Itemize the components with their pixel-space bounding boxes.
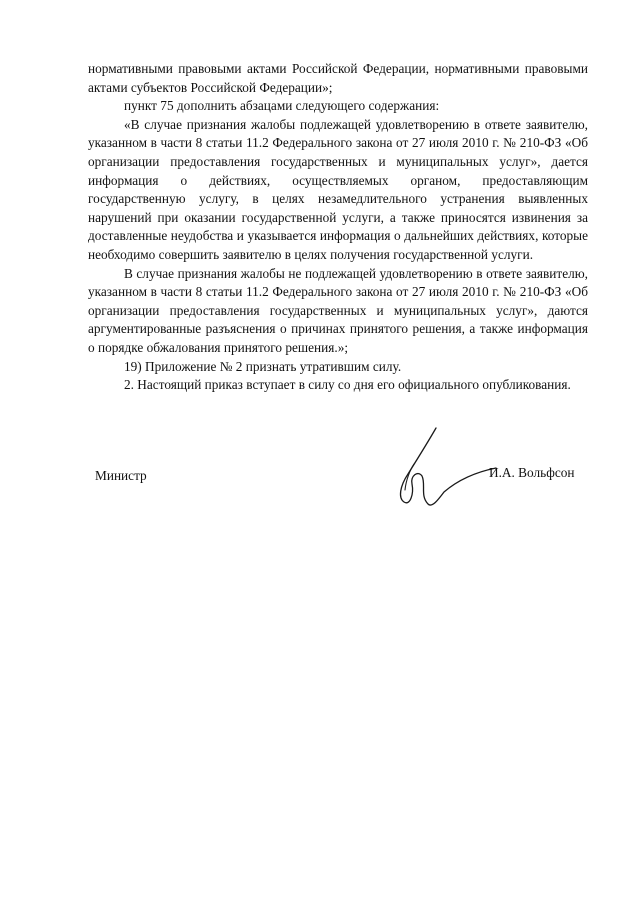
paragraph-complaint-rejected: В случае признания жалобы не подлежащей удовлетворению в ответе заявителю, указанном в части 8 статьи 11.2 Федерального закона от 27 июля 2010 г. № 210-ФЗ «Об организации предоставления государственных и муниципальных услуг», даются аргументированные разъяснения о причинах принятого решения, а также информация о порядке обжалования принятого решения.»; <box>88 265 588 355</box>
paragraph-amendment-intro: пункт 75 дополнить абзацами следующего содержания: <box>124 98 440 114</box>
paragraph-entry-into-force: 2. Настоящий приказ вступает в силу со дня его официального опубликования. <box>124 377 571 393</box>
paragraph-appendix-void: 19) Приложение № 2 признать утратившим силу. <box>124 358 402 374</box>
handwritten-signature <box>388 424 498 510</box>
signer-position: Министр <box>95 468 147 483</box>
signer-name: И.А. Вольфсон <box>489 465 575 480</box>
paragraph-continuation: нормативными правовыми актами Российской Федерации, нормативными правовыми актами субъектов Российской Федерации»; <box>88 61 588 95</box>
document-body <box>88 60 588 395</box>
paragraph-complaint-satisfied: «В случае признания жалобы подлежащей удовлетворению в ответе заявителю, указанном в части 8 статьи 11.2 Федерального закона от 27 июля 2010 г. № 210-ФЗ «Об организации предоставления государственных и муниципальных услуг», дается информация о действиях, осуществляемых органом, предоставляющим государственную услугу, в целях незамедлительного устранения выявленных нарушений при оказании государственной услуги, а также приносятся извинения за доставленные неудобства и указывается информация о дальнейших действиях, которые необходимо совершить заявителю в целях получения государственной услуги. <box>88 116 588 262</box>
